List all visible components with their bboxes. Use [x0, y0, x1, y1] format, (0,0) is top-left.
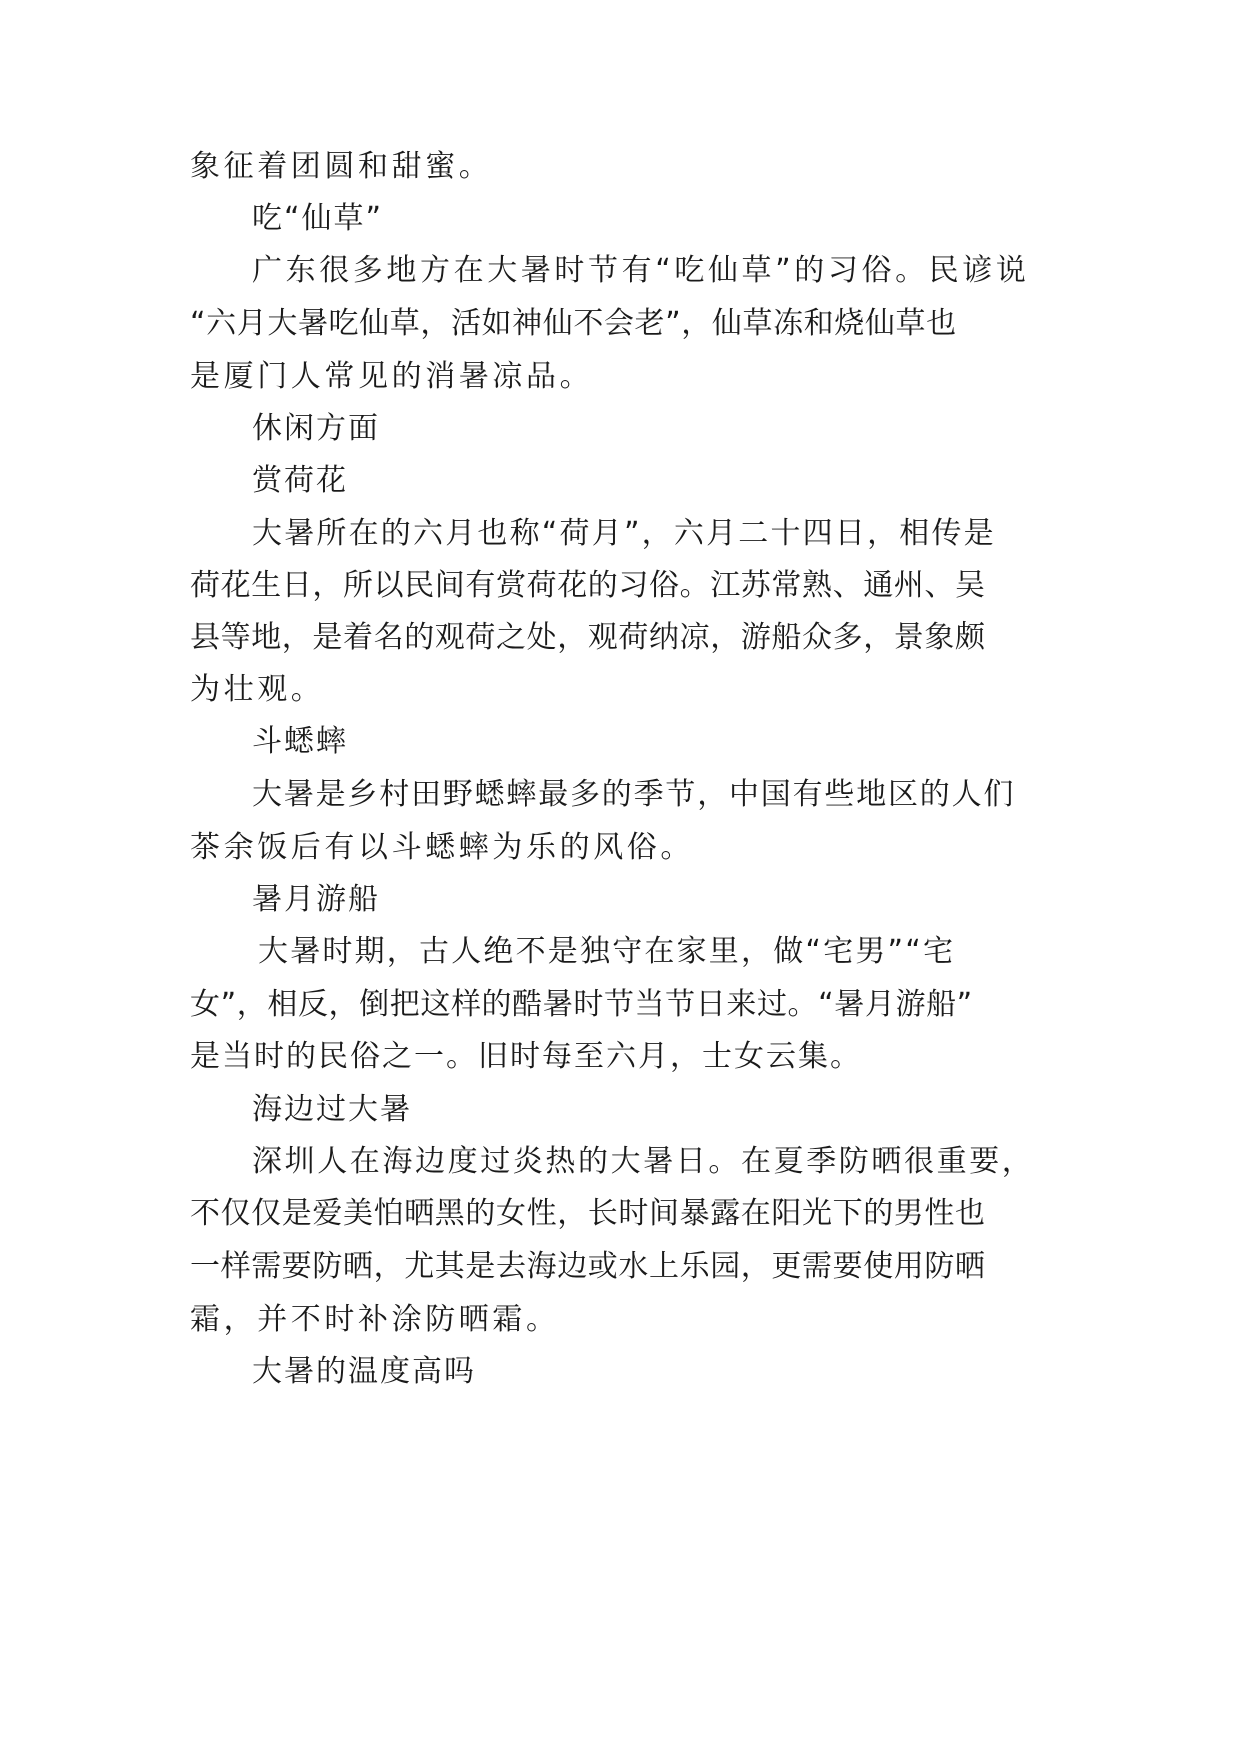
body-text-line: 县等地，是着名的观荷之处，观荷纳凉，游船众多，景象颇: [190, 620, 986, 655]
body-text-line: 霜，并不时补涂防晒霜。: [190, 1302, 560, 1337]
body-text-line: “六月大暑吃仙草，活如神仙不会老”，仙草冻和烧仙草也: [190, 306, 957, 341]
paragraph-first-line: 大暑所在的六月也称“荷月”，六月二十四日，相传是: [252, 516, 996, 551]
body-text-line: 荷花生日，所以民间有赏荷花的习俗。江苏常熟、通州、吴: [190, 568, 986, 603]
section-heading-cricket: 斗蟋蟀: [252, 724, 348, 759]
body-text-line: 不仅仅是爱美怕晒黑的女性，长时间暴露在阳光下的男性也: [190, 1196, 986, 1231]
paragraph-first-line: 大暑时期，古人绝不是独守在家里，做“宅男”“宅: [258, 934, 956, 969]
paragraph-first-line: 大暑是乡村田野蟋蟀最多的季节，中国有些地区的人们: [252, 777, 1016, 812]
section-heading-leisure: 休闲方面: [252, 411, 380, 446]
body-text-line: 象征着团圆和甜蜜。: [190, 149, 493, 184]
body-text-line: 女”，相反，倒把这样的酷暑时节当节日来过。“暑月游船”: [190, 987, 973, 1022]
body-text-line: 是厦门人常见的消暑凉品。: [190, 359, 594, 394]
section-heading-boating: 暑月游船: [252, 882, 380, 917]
section-heading-temperature: 大暑的温度高吗: [252, 1354, 476, 1389]
paragraph-first-line: 深圳人在海边度过炎热的大暑日。在夏季防晒很重要，: [252, 1144, 1035, 1179]
body-text-line: 是当时的民俗之一。旧时每至六月，士女云集。: [190, 1039, 862, 1074]
section-heading-lotus: 赏荷花: [252, 463, 348, 498]
section-heading-xiancao: 吃“仙草”: [252, 201, 384, 236]
body-text-line: 为壮观。: [190, 672, 325, 707]
body-text-line: 一样需要防晒，尤其是去海边或水上乐园，更需要使用防晒: [190, 1249, 986, 1284]
paragraph-first-line: 广东很多地方在大暑时节有“吃仙草”的习俗。民谚说: [252, 253, 1030, 288]
body-text-line: 茶余饭后有以斗蟋蟀为乐的风俗。: [190, 830, 694, 865]
section-heading-seaside: 海边过大暑: [252, 1092, 412, 1127]
